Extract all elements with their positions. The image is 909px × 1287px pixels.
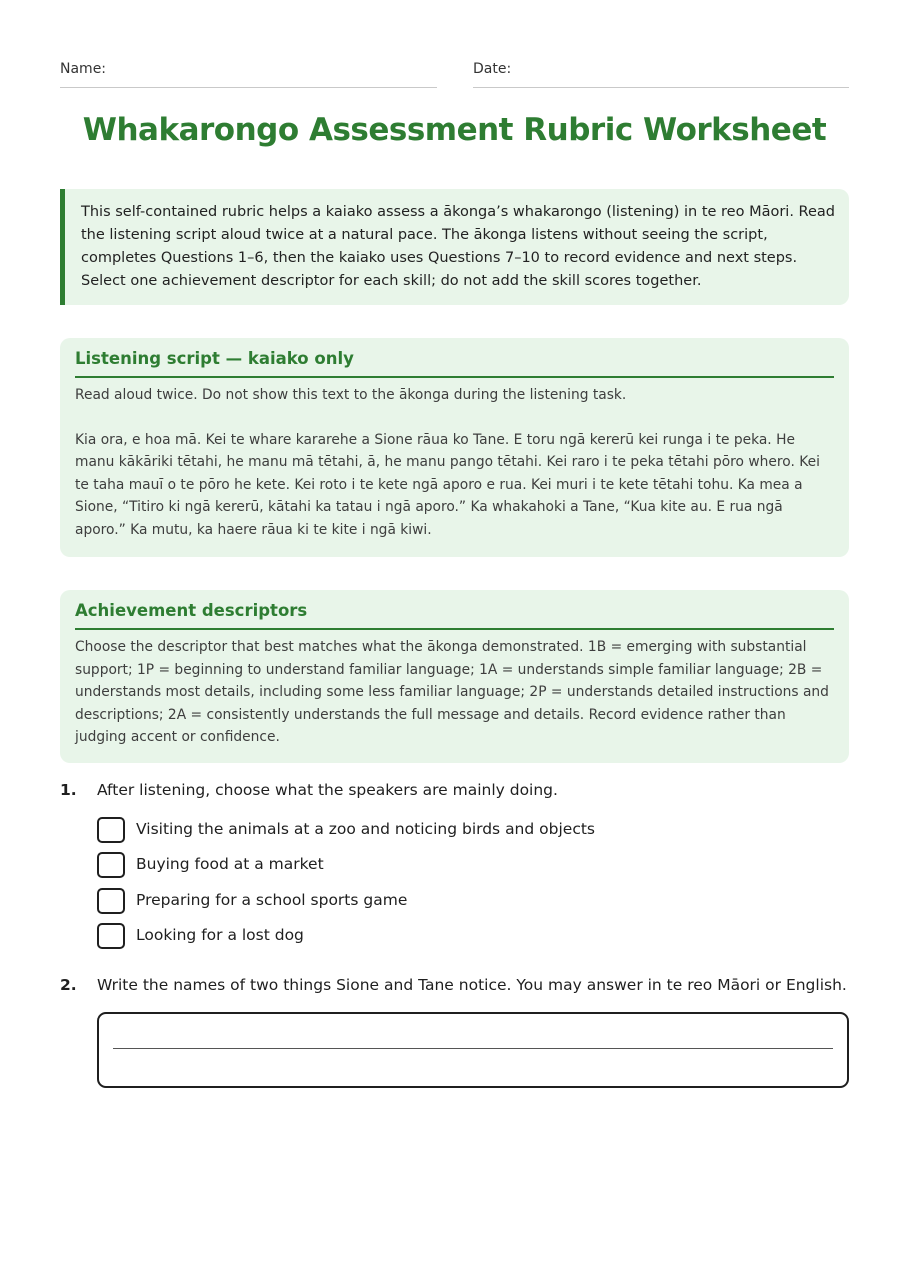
name-label: Name: (60, 61, 107, 77)
name-field[interactable] (60, 61, 437, 88)
option-label: Visiting the animals at a zoo and noticing birds and objects (136, 820, 595, 838)
question-text: After listening, choose what the speakers are mainly doing. (97, 781, 558, 799)
option-3-checkbox-row[interactable] (97, 888, 797, 916)
answer-box[interactable] (97, 1012, 849, 1088)
intro-text: This self-contained rubric helps a kaiako assess a ākonga’s whakarongo (listening) in te reo Māori. Read the listening script aloud twice at a natural pace. The ākonga listens without seeing the script, completes Questions 1–6, then the kaiako uses Questions 7–10 to record evidence and next steps. Select one achievement descriptor for each skill; do not add the skill scores together. (81, 204, 835, 289)
option-label: Looking for a lost dog (136, 926, 304, 944)
date-label: Date: (473, 61, 512, 77)
achievement-descriptors-heading: Achievement descriptors (75, 601, 834, 630)
checkbox[interactable] (97, 888, 125, 914)
checkbox[interactable] (97, 852, 125, 878)
name-date-row (60, 61, 849, 89)
achievement-descriptors-text: Choose the descriptor that best matches what the ākonga demonstrated. 1B = emerging with substantial support; 1P = beginning to understand familiar language; 1A = understands simple familiar language; 2B = understands most details, including some less familiar language; 2P = understands detailed instructions and descriptions; 2A = consistently understands the full message and details. Record evidence rather than judging accent or confidence. (75, 639, 829, 745)
listening-script-panel (60, 338, 849, 557)
listening-script-heading: Listening script — kaiako only (75, 349, 834, 378)
checkbox[interactable] (97, 817, 125, 843)
option-label: Preparing for a school sports game (136, 891, 408, 909)
question-text: Write the names of two things Sione and Tane notice. You may answer in te reo Māori or English. (97, 976, 847, 994)
option-label: Buying food at a market (136, 855, 324, 873)
question-number: 1. (60, 781, 77, 799)
worksheet-title: Whakarongo Assessment Rubric Worksheet (82, 112, 827, 148)
option-4-checkbox-row[interactable] (97, 923, 797, 951)
answer-line (113, 1048, 833, 1049)
listening-script-text: Kia ora, e hoa mā. Kei te whare kararehe a Sione rāua ko Tane. E toru ngā kererū kei runga i te peka. He manu kākāriki tētahi, he manu mā tētahi, ā, he manu pango tētahi. Kei raro i te peka tētahi pōro whero. Kei te taha mauī o te pōro he kete. Kei roto i te kete ngā aporo e rua. Kei muri i te kete tētahi tohu. Ka mea a Sione, “Titiro ki ngā kererū, kātahi ka tatau i ngā aporo.” Ka whakahoki a Tane, “Kua kite au. E rua ngā aporo.” Ka mutu, ka haere rāua ki te kite i ngā kiwi. (75, 431, 820, 538)
option-2-checkbox-row[interactable] (97, 852, 797, 880)
checkbox[interactable] (97, 923, 125, 949)
option-1-checkbox-row[interactable] (97, 817, 797, 845)
achievement-descriptors-panel (60, 590, 849, 763)
date-field[interactable] (473, 61, 849, 88)
listening-script-instruction: Read aloud twice. Do not show this text to the ākonga during the listening task. (75, 387, 627, 403)
intro-callout (60, 189, 849, 305)
question-number: 2. (60, 976, 77, 994)
